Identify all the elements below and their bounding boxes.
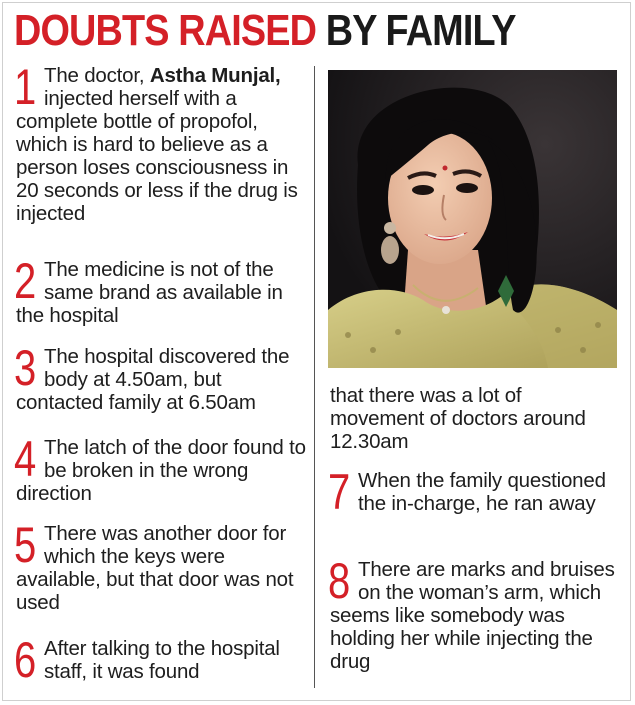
point-1-text-pre: The doctor,	[44, 64, 150, 87]
point-3-text: The hospital discovered the body at 4.50am, but contacted family at 6.50am	[16, 345, 290, 414]
point-5-number: 5	[14, 517, 37, 573]
point-1	[14, 59, 306, 225]
point-1-name: Astha Munjal,	[149, 64, 281, 87]
point-8-text: There are marks and bruises on the woman’s arm, which seems like somebody was holding her while injecting the drug	[330, 558, 615, 673]
point-5	[14, 517, 306, 614]
point-6-text: After talking to the hospital staff, it was found	[44, 637, 280, 683]
point-8-number: 8	[328, 553, 351, 609]
point-1-text-post: injected herself with a complete bottle of propofol, which is hard to believe as a person loses consciousness in 20 seconds or less if the drug is injected	[16, 87, 298, 225]
point-6-number: 6	[14, 632, 37, 688]
point-4-number: 4	[14, 431, 37, 487]
point-1-number: 1	[14, 59, 37, 115]
point-2-text: The medicine is not of the same brand as available in the hospital	[16, 258, 283, 327]
headline	[14, 4, 516, 58]
point-4-text: The latch of the door found to be broken in the wrong direction	[16, 436, 306, 505]
point-3	[14, 340, 306, 414]
point-6	[14, 632, 306, 688]
point-7-number: 7	[328, 464, 351, 520]
point-8	[328, 553, 615, 673]
point-2	[14, 253, 306, 327]
point-3-number: 3	[14, 340, 37, 396]
point-7	[328, 464, 615, 520]
column-divider	[314, 66, 315, 688]
headline-red: DOUBTS RAISED	[14, 6, 317, 55]
point-4	[14, 431, 306, 505]
portrait-photo	[328, 70, 617, 368]
point-6-continued-text: that there was a lot of movement of doctors around 12.30am	[330, 384, 586, 453]
point-5-text: There was another door for which the keys were available, but that door was not used	[16, 522, 294, 614]
headline-black: BY FAMILY	[325, 6, 516, 55]
point-7-text: When the family questioned the in-charge, he ran away	[358, 469, 606, 515]
portrait-illustration	[328, 70, 617, 368]
point-6-continued	[330, 384, 615, 453]
point-2-number: 2	[14, 253, 37, 309]
